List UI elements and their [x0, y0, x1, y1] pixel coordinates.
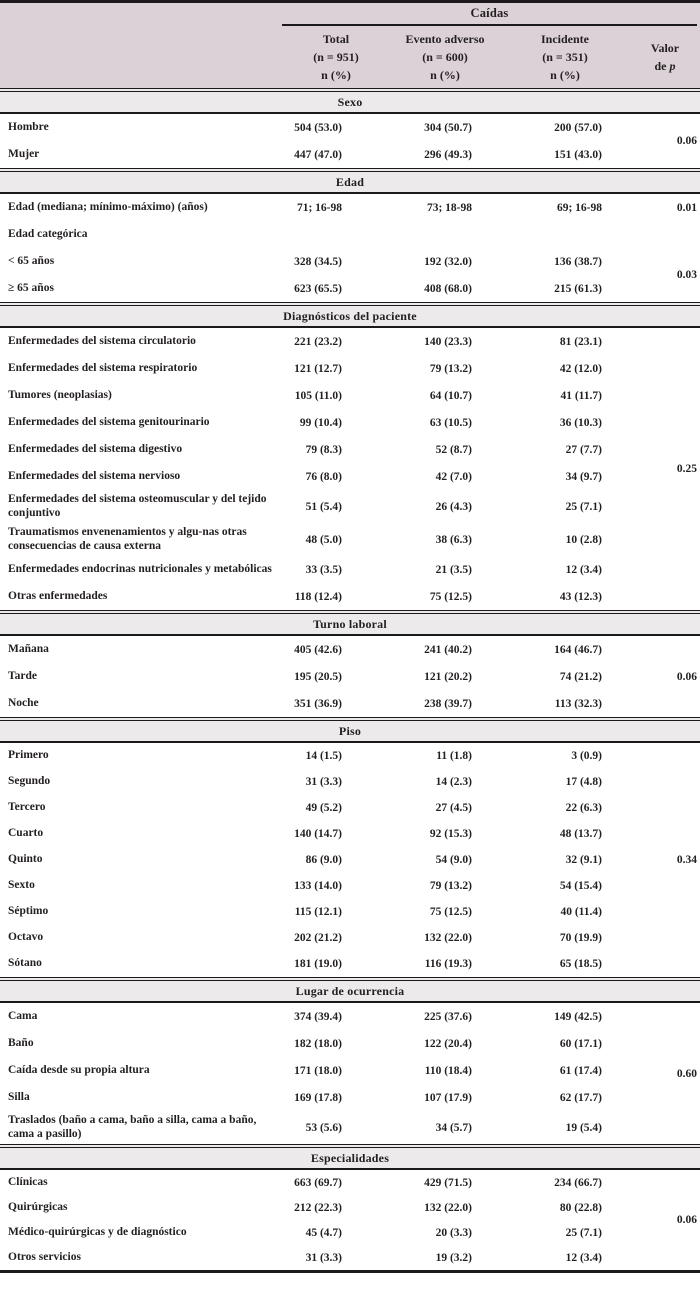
col-header-incidente-line2: (n = 351) — [542, 50, 588, 64]
row-label: Enfermedades del sistema osteomuscular y del tejido conjuntivo — [8, 493, 267, 519]
cell-incidente: 19 (5.4) — [565, 1121, 602, 1134]
cell-evento-adverso: 92 (15.3) — [429, 828, 472, 840]
cell-evento-adverso: 63 (10.5) — [429, 416, 472, 429]
row-label: Enfermedades del sistema nervioso — [8, 469, 181, 482]
section-title-edad: Edad — [0, 168, 700, 194]
cell-evento-adverso: 408 (68.0) — [424, 282, 472, 295]
cell-incidente: 136 (38.7) — [554, 255, 602, 268]
cell-total: 169 (17.8) — [294, 1091, 342, 1104]
cell-evento-adverso: 34 (5.7) — [435, 1121, 472, 1134]
cell-incidente: 215 (61.3) — [554, 282, 602, 295]
row-label: Caída desde su propia altura — [8, 1063, 150, 1076]
cell-incidente: 151 (43.0) — [554, 148, 602, 161]
col-header-incidente-line3: n (%) — [550, 68, 580, 82]
col-header-total — [282, 26, 390, 88]
cell-evento-adverso: 225 (37.6) — [424, 1010, 472, 1023]
cell-incidente: 65 (18.5) — [559, 958, 602, 970]
row-label: Octavo — [8, 931, 44, 944]
cell-incidente: 149 (42.5) — [554, 1010, 602, 1023]
cell-incidente: 27 (7.7) — [565, 443, 602, 456]
cell-incidente: 32 (9.1) — [565, 854, 602, 866]
row-label: Silla — [8, 1090, 30, 1103]
col-header-total-line3: n (%) — [321, 68, 351, 82]
row-label: Hombre — [8, 120, 49, 133]
cell-evento-adverso: 38 (6.3) — [435, 533, 472, 546]
cell-incidente: 12 (3.4) — [565, 1251, 602, 1264]
col-header-evento-adverso — [390, 26, 500, 88]
valor-p-line1: Valor — [650, 41, 680, 55]
cell-evento-adverso: 121 (20.2) — [424, 670, 472, 683]
section-title-especialidades: Especialidades — [0, 1144, 700, 1170]
cell-evento-adverso: 140 (23.3) — [424, 335, 472, 348]
cell-total: 49 (5.2) — [305, 802, 342, 814]
table-header — [0, 3, 700, 88]
cell-total: 195 (20.5) — [294, 670, 342, 683]
cell-incidente: 22 (6.3) — [565, 802, 602, 814]
row-label: Segundo — [8, 775, 51, 788]
cell-evento-adverso: 110 (18.4) — [424, 1064, 472, 1077]
cell-evento-adverso: 107 (17.9) — [424, 1091, 472, 1104]
cell-incidente: 113 (32.3) — [554, 697, 602, 710]
row-label: Mujer — [8, 147, 40, 160]
section-title-diagnosticos: Diagnósticos del paciente — [0, 302, 700, 328]
row-label: Tercero — [8, 801, 46, 814]
row-label: Otras enfermedades — [8, 589, 108, 602]
cell-evento-adverso: 75 (12.5) — [429, 590, 472, 603]
cell-total: 374 (39.4) — [294, 1010, 342, 1023]
cell-incidente: 12 (3.4) — [565, 563, 602, 576]
cell-evento-adverso: 241 (40.2) — [424, 643, 472, 656]
cell-incidente: 34 (9.7) — [565, 470, 602, 483]
cell-incidente: 70 (19.9) — [559, 932, 602, 944]
valor-p-line2: de p — [654, 59, 676, 73]
cell-incidente: 48 (13.7) — [559, 828, 602, 840]
cell-total: 171 (18.0) — [294, 1064, 342, 1077]
cell-total: 71; 16-98 — [296, 201, 342, 214]
section-rows-sexo — [0, 114, 700, 168]
col-header-incidente — [500, 26, 630, 88]
cell-incidente: 17 (4.8) — [565, 776, 602, 788]
col-header-valor-p — [630, 26, 700, 88]
cell-evento-adverso: 192 (32.0) — [424, 255, 472, 268]
cell-total: 351 (36.9) — [294, 697, 342, 710]
cell-total: 14 (1.5) — [305, 750, 342, 762]
row-label: Sótano — [8, 957, 42, 970]
row-label: Enfermedades del sistema circulatorio — [8, 334, 196, 347]
cell-incidente: 61 (17.4) — [559, 1064, 602, 1077]
cell-incidente: 164 (46.7) — [554, 643, 602, 656]
section-title-lugar: Lugar de ocurrencia — [0, 977, 700, 1003]
cell-total: 121 (12.7) — [294, 362, 342, 375]
cell-incidente: 80 (22.8) — [559, 1201, 602, 1214]
p-value: 0.34 — [676, 854, 697, 866]
cell-total: 31 (3.3) — [305, 776, 342, 788]
section-lugar — [0, 977, 700, 1144]
cell-total: 140 (14.7) — [294, 828, 342, 840]
cell-total: 221 (23.2) — [294, 335, 342, 348]
cell-total: 115 (12.1) — [294, 906, 342, 918]
cell-evento-adverso: 54 (9.0) — [435, 854, 472, 866]
cell-total: 79 (8.3) — [305, 443, 342, 456]
row-label: Enfermedades endocrinas nutricionales y metabólicas — [8, 562, 272, 575]
cell-incidente: 62 (17.7) — [559, 1091, 602, 1104]
cell-total: 105 (11.0) — [294, 389, 342, 402]
cell-incidente: 3 (0.9) — [571, 750, 602, 762]
row-label: Traumatismos envenenamientos y algu-nas otras consecuencias de causa externa — [8, 526, 247, 552]
cell-incidente: 43 (12.3) — [559, 590, 602, 603]
row-label: Edad (mediana; mínimo-máximo) (años) — [8, 200, 208, 213]
section-turno — [0, 610, 700, 717]
cell-evento-adverso: 429 (71.5) — [424, 1176, 472, 1189]
cell-evento-adverso: 26 (4.3) — [435, 500, 472, 513]
section-title-piso: Piso — [0, 717, 700, 743]
cell-evento-adverso: 296 (49.3) — [424, 148, 472, 161]
row-label: < 65 años — [8, 254, 55, 267]
section-especialidades — [0, 1144, 700, 1270]
row-label: Otros servicios — [8, 1250, 81, 1263]
col-header-incidente-line1: Incidente — [541, 32, 589, 46]
cell-evento-adverso: 19 (3.2) — [435, 1251, 472, 1264]
section-rows-edad — [0, 194, 700, 302]
p-value: 0.06 — [676, 670, 697, 683]
row-label: Enfermedades del sistema respiratorio — [8, 361, 198, 374]
row-label: Tumores (neoplasias) — [8, 388, 112, 401]
row-label: Mañana — [8, 642, 49, 655]
cell-incidente: 74 (21.2) — [559, 670, 602, 683]
cell-total: 504 (53.0) — [294, 121, 342, 134]
section-rows-lugar — [0, 1003, 700, 1144]
section-sexo — [0, 88, 700, 168]
section-title-sexo: Sexo — [0, 88, 700, 114]
cell-incidente: 40 (11.4) — [560, 906, 602, 918]
cell-incidente: 41 (11.7) — [560, 389, 602, 402]
col-header-evento-line3: n (%) — [430, 68, 460, 82]
section-rows-piso — [0, 743, 700, 977]
p-value: 0.60 — [676, 1067, 697, 1080]
section-rows-diagnosticos — [0, 328, 700, 610]
cell-evento-adverso: 132 (22.0) — [424, 932, 472, 944]
row-label: Sexto — [8, 879, 35, 892]
cell-evento-adverso: 132 (22.0) — [424, 1201, 472, 1214]
row-label: Enfermedades del sistema digestivo — [8, 442, 183, 455]
cell-total: 31 (3.3) — [305, 1251, 342, 1264]
col-header-total-line1: Total — [322, 32, 350, 46]
cell-evento-adverso: 11 (1.8) — [436, 750, 472, 762]
section-title-turno: Turno laboral — [0, 610, 700, 636]
row-label: Edad categórica — [8, 227, 88, 240]
cell-incidente: 234 (66.7) — [554, 1176, 602, 1189]
p-value: 0.06 — [676, 1214, 697, 1226]
cell-total: 212 (22.3) — [294, 1201, 342, 1214]
cell-evento-adverso: 52 (8.7) — [435, 443, 472, 456]
cell-evento-adverso: 73; 18-98 — [426, 201, 472, 214]
cell-total: 45 (4.7) — [305, 1226, 342, 1239]
row-label: Primero — [8, 749, 49, 762]
section-diagnosticos — [0, 302, 700, 610]
cell-total: 328 (34.5) — [294, 255, 342, 268]
cell-total: 447 (47.0) — [294, 148, 342, 161]
row-label: Baño — [8, 1036, 34, 1049]
cell-evento-adverso: 116 (19.3) — [424, 958, 472, 970]
p-value: 0.03 — [676, 269, 697, 281]
cell-evento-adverso: 75 (12.5) — [429, 906, 472, 918]
cell-evento-adverso: 21 (3.5) — [435, 563, 472, 576]
row-label: Cama — [8, 1009, 38, 1022]
row-label: Médico-quirúrgicas y de diagnóstico — [8, 1225, 187, 1238]
cell-total: 51 (5.4) — [305, 500, 342, 513]
section-rows-turno — [0, 636, 700, 717]
section-rows-especialidades — [0, 1170, 700, 1270]
cell-evento-adverso: 304 (50.7) — [424, 121, 472, 134]
cell-incidente: 60 (17.1) — [559, 1037, 602, 1050]
cell-evento-adverso: 64 (10.7) — [429, 389, 472, 402]
cell-evento-adverso: 42 (7.0) — [435, 470, 472, 483]
cell-total: 663 (69.7) — [294, 1176, 342, 1189]
cell-total: 99 (10.4) — [299, 416, 342, 429]
cell-total: 181 (19.0) — [294, 958, 342, 970]
caidas-title: Caídas — [470, 6, 509, 20]
table-body — [0, 88, 700, 1270]
section-edad — [0, 168, 700, 302]
p-value: 0.01 — [676, 201, 697, 214]
cell-evento-adverso: 238 (39.7) — [424, 697, 472, 710]
col-header-evento-line1: Evento adverso — [405, 32, 485, 46]
row-label: Noche — [8, 696, 39, 709]
column-headers-row — [0, 26, 700, 88]
row-label: Séptimo — [8, 905, 49, 918]
cell-evento-adverso: 122 (20.4) — [424, 1037, 472, 1050]
p-value: 0.06 — [676, 135, 697, 147]
row-label: Tarde — [8, 669, 37, 682]
p-value: 0.25 — [676, 463, 697, 475]
cell-total: 133 (14.0) — [294, 880, 342, 892]
row-label: Quinto — [8, 853, 43, 866]
caidas-spanning-header — [282, 3, 697, 26]
cell-evento-adverso: 20 (3.3) — [435, 1226, 472, 1239]
caidas-header-row — [0, 3, 700, 26]
col-header-evento-line2: (n = 600) — [422, 50, 468, 64]
cell-incidente: 42 (12.0) — [559, 362, 602, 375]
cell-total: 405 (42.6) — [294, 643, 342, 656]
cell-evento-adverso: 27 (4.5) — [435, 802, 472, 814]
cell-evento-adverso: 79 (13.2) — [429, 880, 472, 892]
cell-incidente: 10 (2.8) — [565, 533, 602, 546]
row-label: Enfermedades del sistema genitourinario — [8, 415, 210, 428]
cell-total: 182 (18.0) — [294, 1037, 342, 1050]
cell-total: 118 (12.4) — [294, 590, 342, 603]
label-column-header-empty — [0, 26, 282, 88]
cell-total: 48 (5.0) — [305, 533, 342, 546]
cell-total: 33 (3.5) — [305, 563, 342, 576]
cell-evento-adverso: 79 (13.2) — [429, 362, 472, 375]
cell-incidente: 54 (15.4) — [559, 880, 602, 892]
cell-total: 623 (65.5) — [294, 282, 342, 295]
cell-total: 76 (8.0) — [305, 470, 342, 483]
col-header-total-line2: (n = 951) — [313, 50, 359, 64]
cell-evento-adverso: 14 (2.3) — [435, 776, 472, 788]
cell-total: 53 (5.6) — [305, 1121, 342, 1134]
cell-total: 86 (9.0) — [305, 854, 342, 866]
section-piso — [0, 717, 700, 977]
header-spacer — [0, 3, 282, 26]
cell-incidente: 81 (23.1) — [559, 335, 602, 348]
cell-incidente: 200 (57.0) — [554, 121, 602, 134]
cell-total: 202 (21.2) — [294, 932, 342, 944]
cell-incidente: 69; 16-98 — [556, 201, 602, 214]
cell-incidente: 36 (10.3) — [559, 416, 602, 429]
cell-incidente: 25 (7.1) — [565, 1226, 602, 1239]
cell-incidente: 25 (7.1) — [565, 500, 602, 513]
row-label: ≥ 65 años — [8, 281, 54, 294]
row-label: Clínicas — [8, 1175, 48, 1188]
row-label: Traslados (baño a cama, baño a silla, cama a baño, cama a pasillo) — [8, 1114, 257, 1140]
row-label: Cuarto — [8, 827, 44, 840]
row-label: Quirúrgicas — [8, 1200, 68, 1213]
